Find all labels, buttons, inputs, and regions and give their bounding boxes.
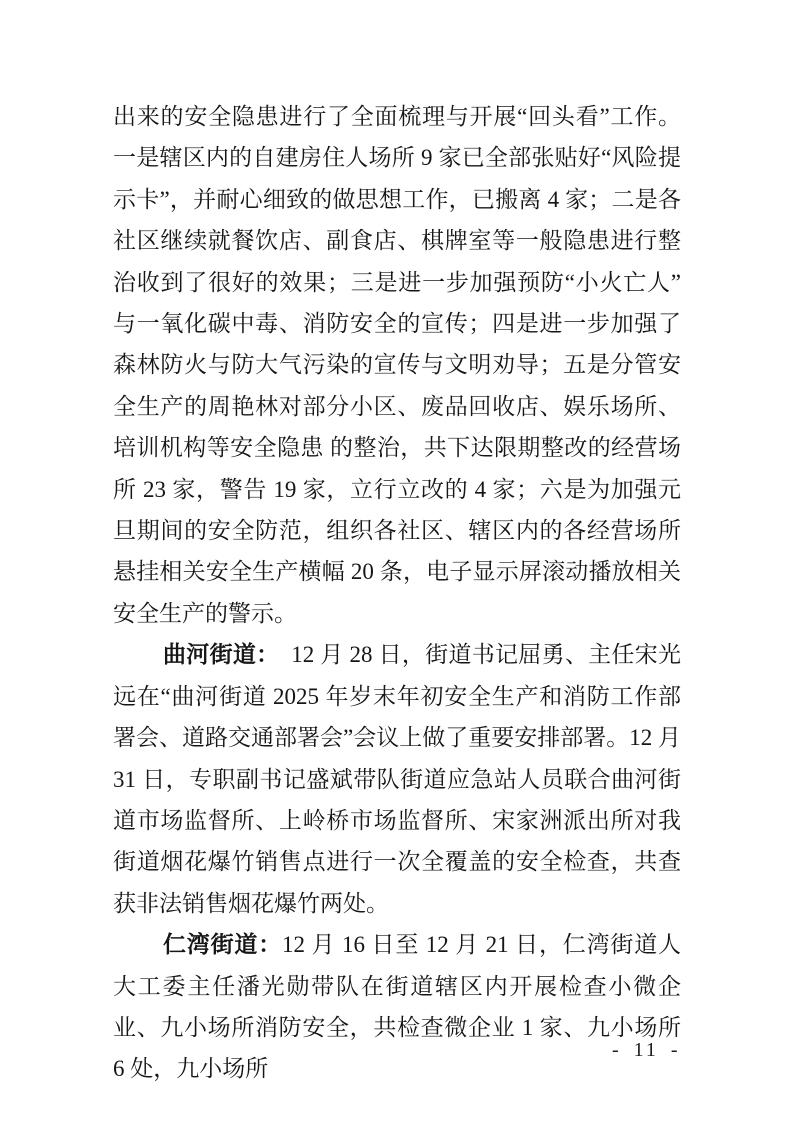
page-number: - 11 - xyxy=(612,1039,681,1061)
section-heading-quhe-street: 曲河街道： xyxy=(163,642,268,668)
paragraph-text: 12 月 16 日至 12 月 21 日，仁湾街道人大工委主任潘光勋带队在街道辖区内开展检查小微企业、九小场所消防安全，共检查微企业 1 家、九小场所 6 处，九小场所 xyxy=(113,932,682,1082)
paragraph-text: 12 月 28 日，街道书记屈勇、主任宋光远在“曲河街道 2025 年岁末年初安全生产和消防工作部署会、道路交通部署会”会议上做了重要安排部署。12 月 31 日，专职副书记盛斌带队街道应急站人员联合曲河街道市场监督所、上岭桥市场监督所、宋家洲派出所对我街道烟花爆竹销售点进行一次全覆盖的安全检查，共查获非法销售烟花爆竹两处。 xyxy=(113,642,682,916)
paragraph-text: 出来的安全隐患进行了全面梳理与开展“回头看”工作。一是辖区内的自建房住人场所 9 家已全部张贴好“风险提示卡”，并耐心细致的做思想工作，已搬离 4 家；二是各社区继续就餐饮店、副食店、棋牌室等一般隐患进行整治收到了很好的效果；三是进一步加强预防“小火亡人”与一氧化碳中毒、消防安全的宣传；四是进一步加强了森林防火与防大气污染的宣传与文明劝导；五是分管安全生产的周艳林对部分小区、废品回收店、娱乐场所、培训机构等安全隐患 的整治，共下达限期整改的经营场所 23 家，警告 19 家，立行立改的 4 家；六是为加强元旦期间的安全防范，组织各社区、辖区内的各经营场所悬挂相关安全生产横幅 20 条，电子显示屏滚动播放相关安全生产的警示。 xyxy=(113,104,681,626)
document-text-body xyxy=(113,96,681,1090)
paragraph-renwan-street xyxy=(113,924,681,1090)
paragraph-continuation xyxy=(113,96,681,634)
paragraph-quhe-street xyxy=(113,634,681,924)
section-heading-renwan-street: 仁湾街道： xyxy=(163,932,283,958)
